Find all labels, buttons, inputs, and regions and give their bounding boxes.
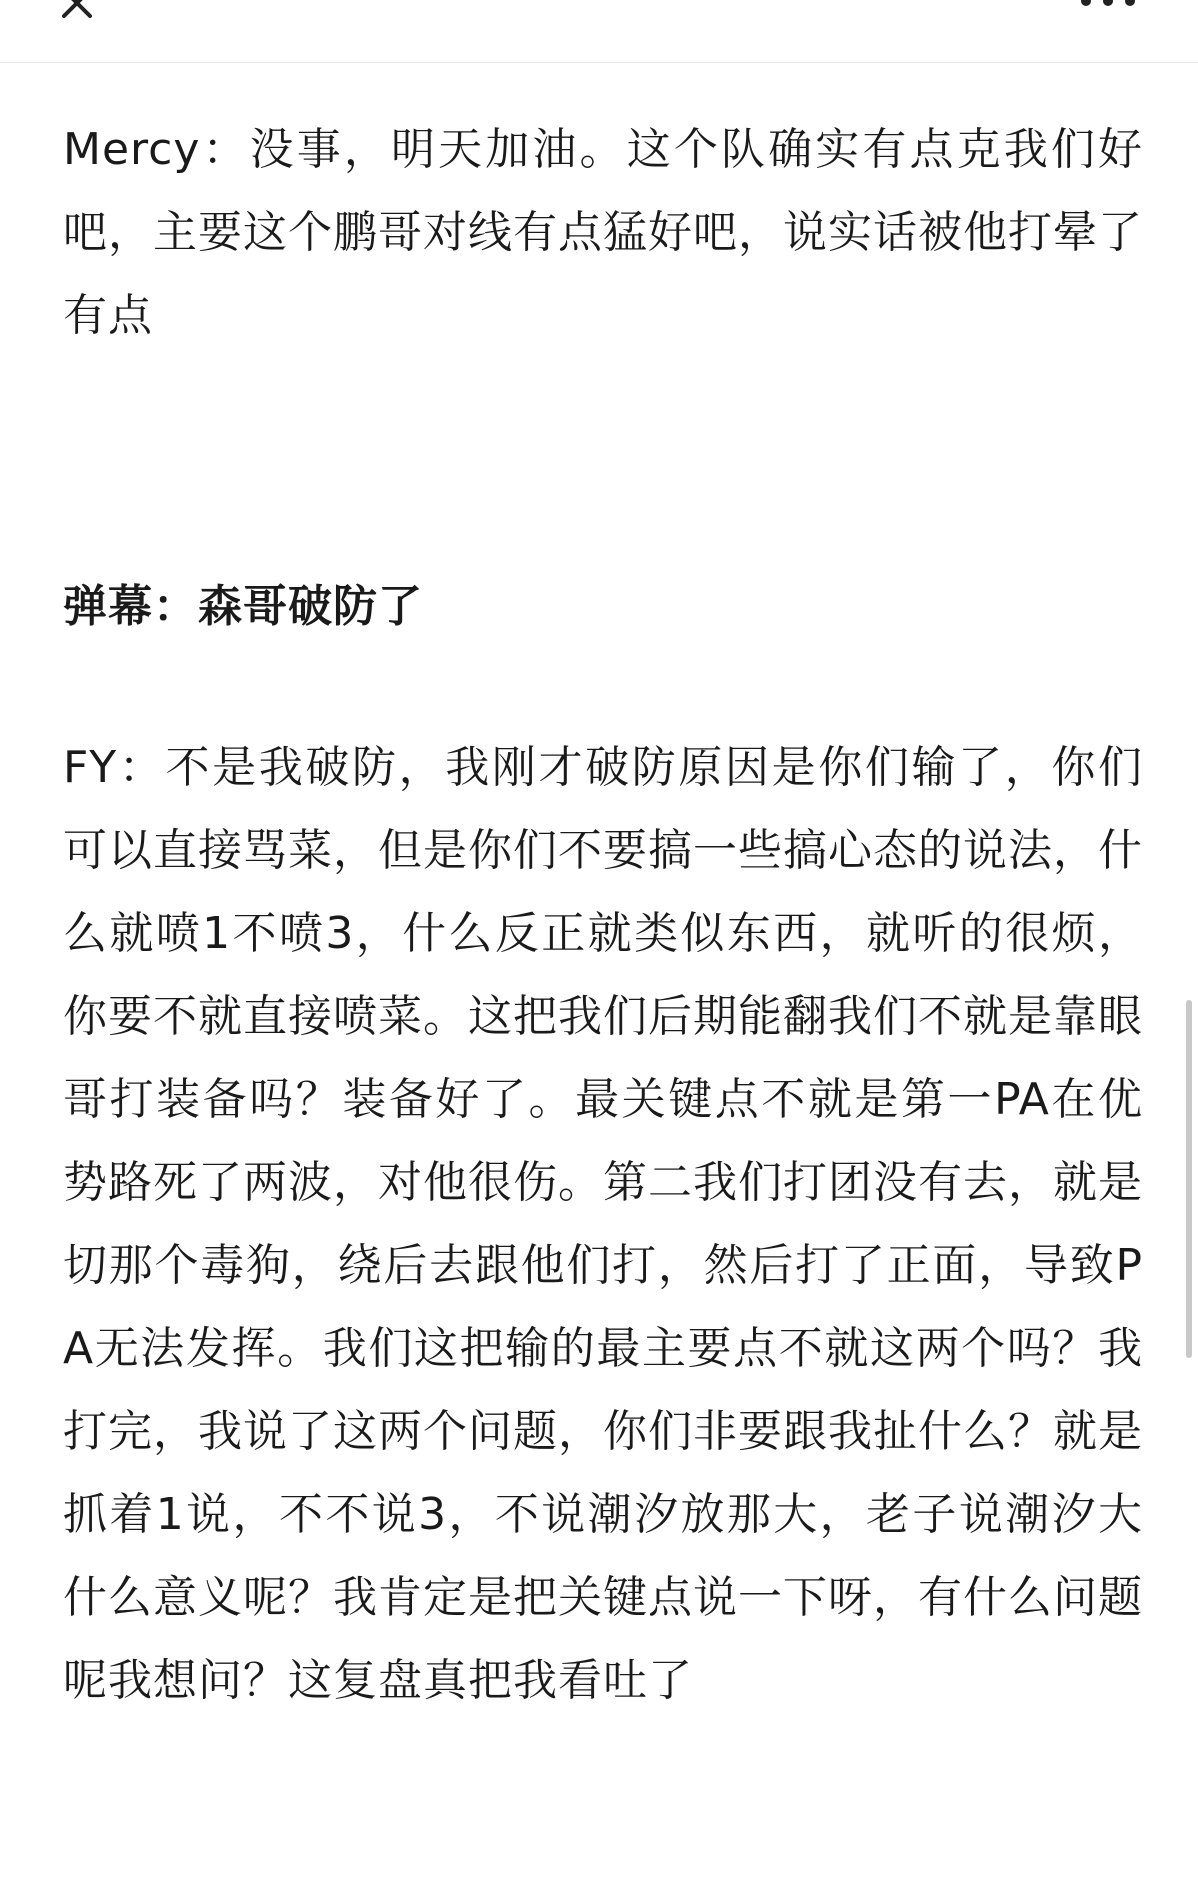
close-button[interactable] (60, 0, 108, 18)
top-nav-bar (0, 0, 1198, 63)
more-button[interactable] (1078, 0, 1138, 8)
article-body (63, 108, 1143, 1722)
scrollbar-thumb[interactable] (1186, 1000, 1192, 1358)
paragraph-danmu: 弹幕：森哥破防了 (63, 581, 423, 632)
more-icon (1078, 0, 1138, 9)
paragraph-mercy: Mercy：没事，明天加油。这个队确实有点克我们好吧，主要这个鹏哥对线有点猛好吧，说实话被他打晕了有点 (63, 124, 1143, 341)
paragraph-fy: FY：不是我破防，我刚才破防原因是你们输了，你们可以直接骂菜，但是你们不要搞一些搞心态的说法，什么就喷1不喷3，什么反正就类似东西，就听的很烦，你要不就直接喷菜。这把我们后期能翻我们不就是靠眼哥打装备吗？装备好了。最关键点不就是第一PA在优势路死了两波，对他很伤。第二我们打团没有去，就是切那个毒狗，绕后去跟他们打，然后打了正面，导致PA无法发挥。我们这把输的最主要点不就这两个吗？我打完，我说了这两个问题，你们非要跟我扯什么？就是抓着1说，不不说3，不说潮汐放那大，老子说潮汐大什么意义呢？我肯定是把关键点说一下呀，有什么问题呢我想问？这复盘真把我看吐了 (63, 742, 1143, 1706)
close-icon (60, 0, 108, 18)
